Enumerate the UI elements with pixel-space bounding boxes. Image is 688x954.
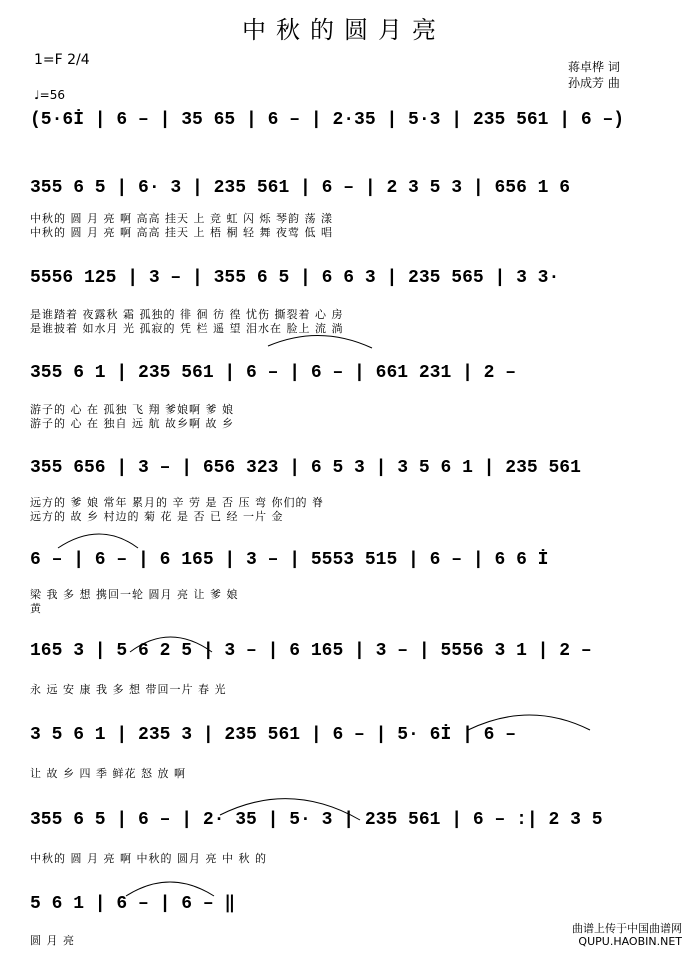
lyric-verse-1: 梁 我 多 想 携回一轮 圆月 亮 让 爹 娘 — [30, 588, 239, 601]
song-title: 中秋的圆月亮 — [242, 16, 446, 44]
notation-row: 6 – | 6 – | 6 165 | 3 – | 5553 515 | 6 – | 6 6 İ — [30, 550, 549, 570]
notation-row: 3 5 6 1 | 235 3 | 235 561 | 6 – | 5· 6İ | 6 – — [30, 725, 517, 745]
lyric-verse-1: 让 故 乡 四 季 鲜花 怒 放 啊 — [30, 767, 186, 780]
notation-row: 5 6 1 | 6 – | 6 – ‖ — [30, 894, 236, 914]
lyric-verse-2: 中秋的 圆 月 亮 啊 高高 挂天 上 梧 桐 轻 舞 夜莺 低 唱 — [30, 226, 333, 239]
lyric-verse-1: 远方的 爹 娘 常年 累月的 辛 劳 是 否 压 弯 你们的 脊 — [30, 496, 324, 509]
lyric-verse-1: 是谁踏着 夜露秋 霜 孤独的 徘 徊 彷 徨 忧伤 撕裂着 心 房 — [30, 308, 344, 321]
notation-row: 165 3 | 5 6 2 5 | 3 – | 6 165 | 3 – | 5556 3 1 | 2 – — [30, 641, 592, 661]
notation-row: (5·6İ | 6 – | 35 65 | 6 – | 2·35 | 5·3 | 235 561 | 6 –) — [30, 110, 625, 130]
lyric-verse-1: 永 远 安 康 我 多 想 带回一片 春 光 — [30, 683, 227, 696]
lyric-verse-1: 圆 月 亮 — [30, 934, 75, 947]
notation-row: 355 6 5 | 6 – | 2· 35 | 5· 3 | 235 561 | 6 – :| 2 3 5 — [30, 810, 603, 830]
lyric-verse-1: 中秋的 圆 月 亮 啊 中秋的 圆月 亮 中 秋 的 — [30, 852, 267, 865]
lyric-verse-2: 黄 — [30, 602, 42, 615]
notation-row: 355 6 1 | 235 561 | 6 – | 6 – | 661 231 | 2 – — [30, 363, 517, 383]
slur-arc — [268, 335, 372, 348]
key-signature: 1=F 2/4 — [34, 52, 90, 68]
notation-row: 355 656 | 3 – | 656 323 | 6 5 3 | 3 5 6 1 | 235 561 — [30, 458, 581, 478]
notation-row: 5556 125 | 3 – | 355 6 5 | 6 6 3 | 235 565 | 3 3· — [30, 268, 560, 288]
watermark-line-cn: 曲谱上传于中国曲谱网 — [572, 922, 682, 935]
lyric-verse-2: 远方的 故 乡 村边的 菊 花 是 否 已 经 一片 金 — [30, 510, 284, 523]
lyric-verse-2: 游子的 心 在 独自 远 航 故乡啊 故 乡 — [30, 417, 234, 430]
notation-row: 355 6 5 | 6· 3 | 235 561 | 6 – | 2 3 5 3 | 656 1 6 — [30, 178, 571, 198]
composer-credit: 孙成芳 曲 — [568, 76, 620, 90]
tempo-marking: ♩=56 — [34, 88, 65, 102]
lyric-verse-1: 游子的 心 在 孤独 飞 翔 爹娘啊 爹 娘 — [30, 403, 234, 416]
watermark-line-url: QUPU.HAOBIN.NET — [578, 935, 682, 948]
source-watermark — [572, 922, 682, 948]
lyricist-credit: 蒋卓桦 词 — [568, 60, 620, 74]
slur-arc — [58, 534, 138, 548]
lyric-verse-1: 中秋的 圆 月 亮 啊 高高 挂天 上 竞 虹 闪 烁 琴韵 荡 漾 — [30, 212, 333, 225]
lyric-verse-2: 是谁披着 如水月 光 孤寂的 凭 栏 遥 望 泪水在 脸上 流 淌 — [30, 322, 344, 335]
